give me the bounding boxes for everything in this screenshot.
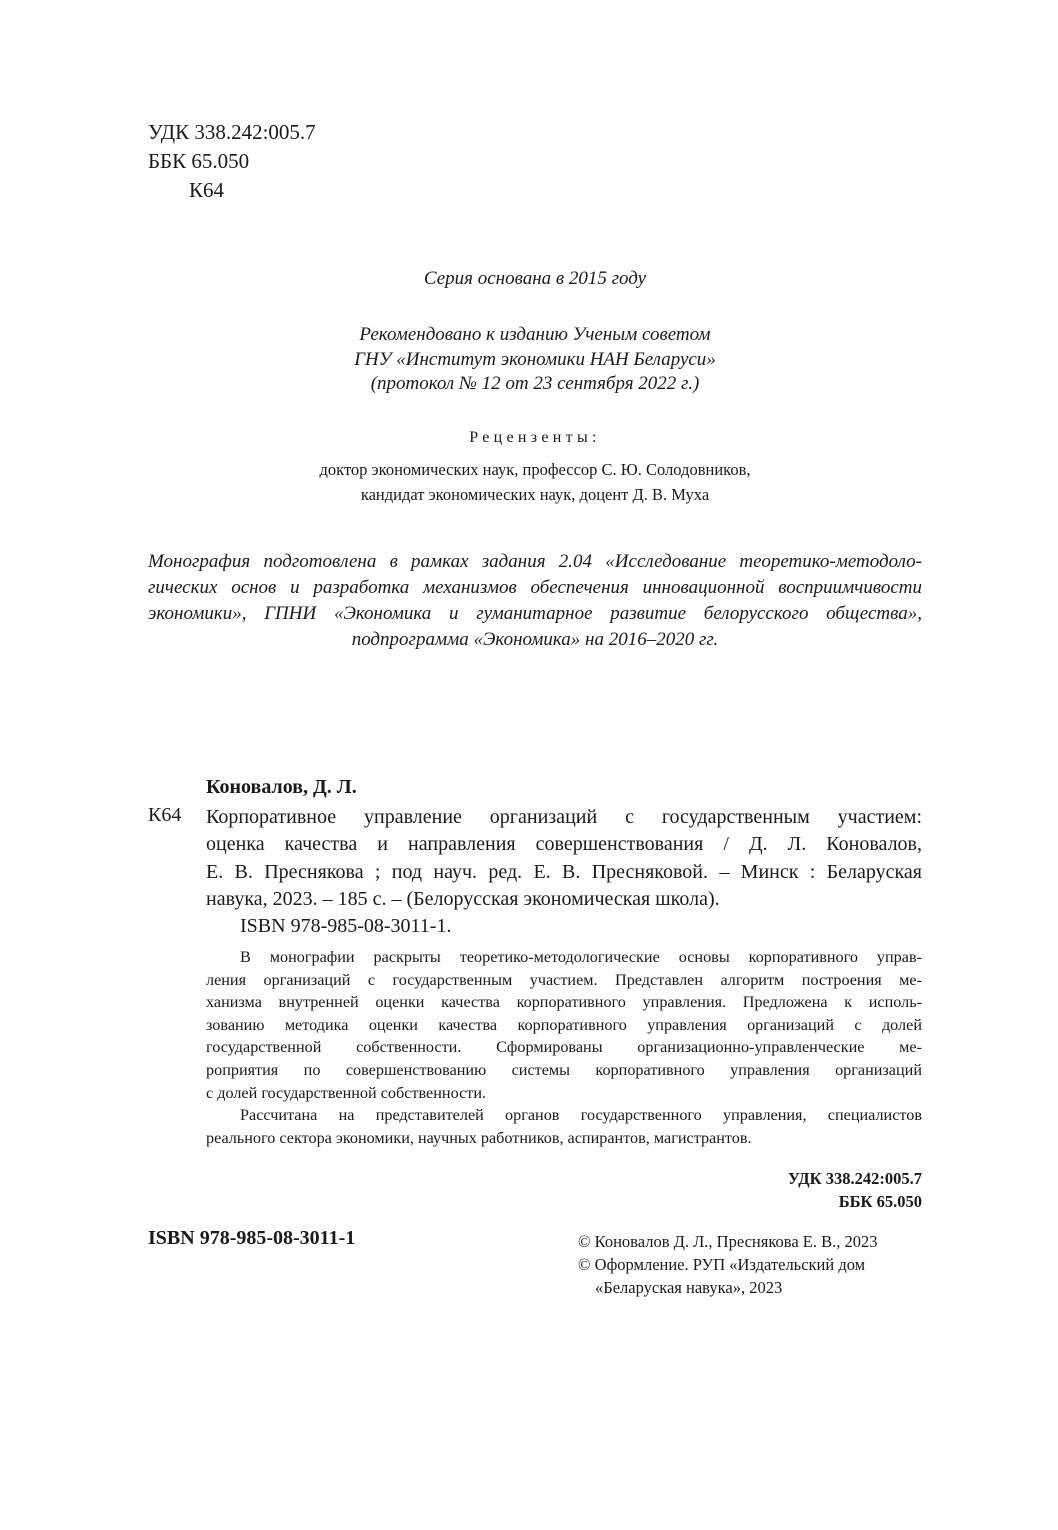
- abstract-line: зованию методика оценки качества корпоративного управления организаций с долей: [206, 1015, 922, 1034]
- abstract: [206, 946, 922, 1149]
- udk-code: УДК 338.242:005.7: [148, 120, 316, 144]
- footer-bbk: ББК 65.050: [838, 1192, 922, 1211]
- bib-line: навука, 2023. – 185 с. – (Белорусская экономическая школа).: [206, 887, 720, 910]
- recommendation-block: [148, 323, 922, 397]
- abstract-line: государственной собственности. Сформированы организационно-управленческие ме-: [206, 1038, 922, 1057]
- footer-isbn: ISBN 978-985-08-3011-1: [148, 1227, 356, 1249]
- copyright-block: [578, 1230, 878, 1299]
- author-sign: К64: [189, 178, 225, 202]
- bibliographic-description: [206, 804, 922, 913]
- recommendation-line: (протокол № 12 от 23 сентября 2022 г.): [370, 373, 700, 394]
- note-line: подпрограмма «Экономика» на 2016–2020 гг.: [351, 629, 719, 650]
- copyright-line: © Оформление. РУП «Издательский дом: [578, 1255, 866, 1274]
- note-line: гических основ и разработка механизмов обеспечения инновационной восприимчивости: [148, 577, 922, 598]
- footer-classification: [788, 1167, 922, 1213]
- recommendation-line: ГНУ «Институт экономики НАН Беларуси»: [354, 348, 716, 370]
- classification-block: [148, 118, 316, 205]
- recommendation-line: Рекомендовано к изданию Ученым советом: [359, 324, 711, 345]
- bib-sign: К64: [148, 804, 182, 826]
- abstract-line: ханизма внутренней оценки качества корпоративного управления. Предложена к исполь-: [206, 993, 922, 1012]
- reviewer: доктор экономических наук, профессор С. Ю. Солодовников,: [319, 460, 751, 479]
- copyright-line: «Беларуская навука», 2023: [595, 1278, 783, 1297]
- copyright-line: © Коновалов Д. Л., Преснякова Е. В., 2023: [578, 1232, 878, 1251]
- abstract-line: роприятия по совершенствованию системы корпоративного управления организаций: [206, 1060, 922, 1079]
- bib-author: Коновалов, Д. Л.: [206, 776, 357, 798]
- abstract-line: В монографии раскрыты теоретико-методологические основы корпоративного управ-: [240, 948, 922, 966]
- abstract-line: ления организаций с государственным участием. Представлен алгоритм построения ме-: [206, 970, 922, 989]
- series-note: Серия основана в 2015 году: [423, 268, 647, 289]
- monograph-note: [148, 549, 922, 653]
- abstract-line: Рассчитана на представителей органов государственного управления, специалистов: [240, 1106, 922, 1125]
- bib-line: Корпоративное управление организаций с государственным участием:: [206, 806, 922, 828]
- note-line: Монография подготовлена в рамках задания 2.04 «Исследование теоретико-методоло-: [148, 551, 922, 572]
- bib-line: Е. В. Преснякова ; под науч. ред. Е. В. Пресняковой. – Минск : Беларуская: [206, 860, 922, 883]
- abstract-line: реального сектора экономики, научных работников, аспирантов, магистрантов.: [206, 1128, 752, 1147]
- footer-udk: УДК 338.242:005.7: [787, 1169, 922, 1188]
- bib-isbn: ISBN 978-985-08-3011-1.: [240, 915, 452, 937]
- reviewer: кандидат экономических наук, доцент Д. В. Муха: [360, 484, 710, 504]
- abstract-line: с долей государственной собственности.: [206, 1083, 487, 1102]
- bib-line: оценка качества и направления совершенствования / Д. Л. Коновалов,: [206, 833, 922, 856]
- reviewers-heading: Рецензенты:: [469, 429, 601, 446]
- reviewers-list: [148, 458, 922, 507]
- note-line: экономики», ГПНИ «Экономика и гуманитарное развитие белорусского общества»,: [148, 603, 922, 624]
- bbk-code: ББК 65.050: [148, 149, 250, 173]
